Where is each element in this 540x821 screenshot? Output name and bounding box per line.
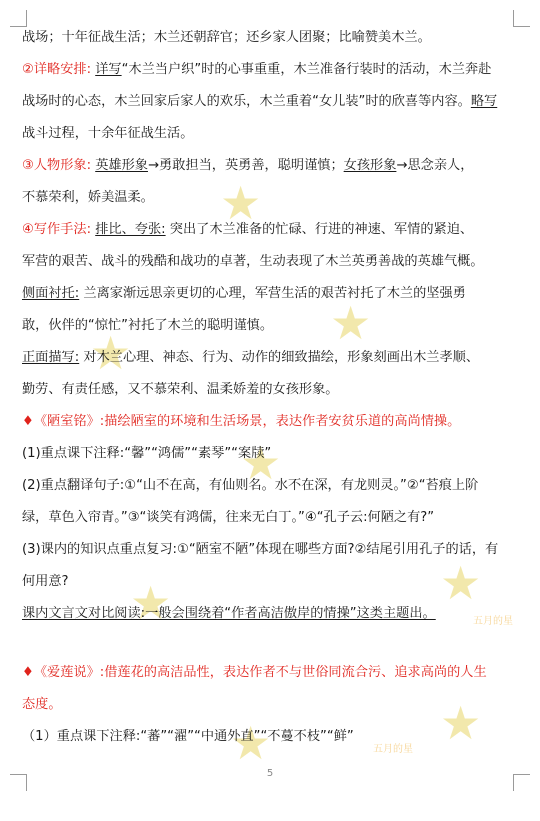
underlined-term: 课内文言文对比阅读:一般会围绕着“作者高洁傲岸的情操”这类主题出。 bbox=[22, 606, 436, 621]
page-number: 5 bbox=[266, 768, 274, 779]
body-text: 战场；十年征战生活；木兰还朝辞官；还乡家人团聚；比喻赞美木兰。 bbox=[22, 30, 431, 45]
spacer bbox=[22, 630, 522, 657]
underlined-term: 英雄形象 bbox=[95, 158, 148, 173]
text-line bbox=[22, 470, 522, 502]
text-line bbox=[22, 182, 522, 214]
watermark-star-icon: ★ bbox=[240, 436, 282, 490]
text-line bbox=[22, 214, 522, 246]
watermark-star-icon: ★ bbox=[130, 576, 172, 630]
text-line bbox=[22, 310, 522, 342]
body-text: （1）重点课下注释:“蕃”“濯”“中通外直”“不蔓不枝”“鲜” bbox=[22, 729, 354, 744]
text-line bbox=[22, 342, 522, 374]
text-line bbox=[22, 150, 522, 182]
heading-text: 态度。 bbox=[22, 697, 62, 712]
text-line bbox=[22, 278, 522, 310]
body-text: 勤劳、有责任感，又不慕荣利、温柔娇羞的女孩形象。 bbox=[22, 382, 339, 397]
text-line bbox=[22, 502, 522, 534]
underlined-term: 正面描写: bbox=[22, 350, 80, 365]
text-line bbox=[22, 86, 522, 118]
heading-text: ②详略安排: bbox=[22, 62, 92, 77]
body-text: 对木兰心理、神态、行为、动作的细致描绘，形象刻画出木兰孝顺、 bbox=[79, 350, 480, 365]
body-text: 兰离家渐远思亲更切的心理，军营生活的艰苦衬托了木兰的坚强勇 bbox=[79, 286, 466, 301]
heading-text: ④写作手法: bbox=[22, 222, 92, 237]
body-text: 不慕荣利，娇美温柔。 bbox=[22, 190, 154, 205]
text-line bbox=[22, 438, 522, 470]
body-text: 军营的艰苦、战斗的残酷和战功的卓著，生动表现了木兰英勇善战的英雄气概。 bbox=[22, 254, 484, 269]
text-line bbox=[22, 566, 522, 598]
text-line bbox=[22, 534, 522, 566]
heading-text: ③人物形象: bbox=[22, 158, 92, 173]
watermark-text: 五月的星 bbox=[473, 616, 513, 627]
watermark-star-icon: ★ bbox=[330, 296, 372, 350]
watermark-star-icon: ★ bbox=[230, 716, 272, 770]
text-line bbox=[22, 22, 522, 54]
body-text: (1)重点课下注释:“馨”“鸿儒”“素琴”“案牍” bbox=[22, 446, 272, 461]
underlined-term: 略写 bbox=[470, 94, 498, 109]
text-line bbox=[22, 374, 522, 406]
heading-text: ♦《爱莲说》:借莲花的高洁品性，表达作者不与世俗同流合污、追求高尚的人生 bbox=[22, 665, 487, 680]
text-line bbox=[22, 118, 522, 150]
text-line bbox=[22, 246, 522, 278]
body-text: 敢，伙伴的“惊忙”衬托了木兰的聪明谨慎。 bbox=[22, 318, 274, 333]
body-text: (3)课内的知识点重点复习:①“陋室不陋”体现在哪些方面?②结尾引用孔子的话，有 bbox=[22, 542, 499, 557]
underlined-term: 侧面衬托: bbox=[22, 286, 80, 301]
underlined-term: 女孩形象 bbox=[343, 158, 397, 173]
watermark-star-icon: ★ bbox=[90, 326, 132, 380]
body-text: 绿，草色入帘青。”③“谈笑有鸿儒，往来无白丁。”④“孔子云:何陋之有?” bbox=[22, 510, 435, 525]
text-line bbox=[22, 657, 522, 689]
text-line bbox=[22, 689, 522, 721]
watermark-star-icon: ★ bbox=[440, 696, 482, 750]
text-line bbox=[22, 598, 522, 630]
document-body bbox=[22, 22, 522, 753]
underlined-term: 排比、夸张: bbox=[95, 222, 166, 237]
body-text: 突出了木兰准备的忙碌、行进的神速、军情的紧迫、 bbox=[165, 222, 474, 237]
body-text: (2)重点翻译句子:①“山不在高，有仙则名。水不在深，有龙则灵。”②“苔痕上阶 bbox=[22, 478, 479, 493]
body-text: →勇敢担当，英勇善，聪明谨慎； bbox=[147, 158, 344, 173]
body-text: “木兰当户织”时的心事重重，木兰准备行装时的活动，木兰奔赴 bbox=[121, 62, 492, 77]
watermark-star-icon: ★ bbox=[440, 556, 482, 610]
watermark-star-icon: ★ bbox=[220, 176, 262, 230]
heading-text: ♦《陋室铭》:描绘陋室的环境和生活场景，表达作者安贫乐道的高尚情操。 bbox=[22, 414, 461, 429]
body-text: 何用意? bbox=[22, 574, 69, 589]
body-text: →思念亲人， bbox=[396, 158, 474, 173]
text-line bbox=[22, 721, 522, 753]
text-line bbox=[22, 406, 522, 438]
underlined-term: 详写 bbox=[95, 62, 122, 77]
body-text: 战斗过程，十余年征战生活。 bbox=[22, 126, 194, 141]
watermark-text: 五月的星 bbox=[373, 744, 413, 755]
body-text: 战场时的心态，木兰回家后家人的欢乐，木兰重着“女儿装”时的欣喜等内容。 bbox=[22, 94, 471, 109]
text-line bbox=[22, 54, 522, 86]
